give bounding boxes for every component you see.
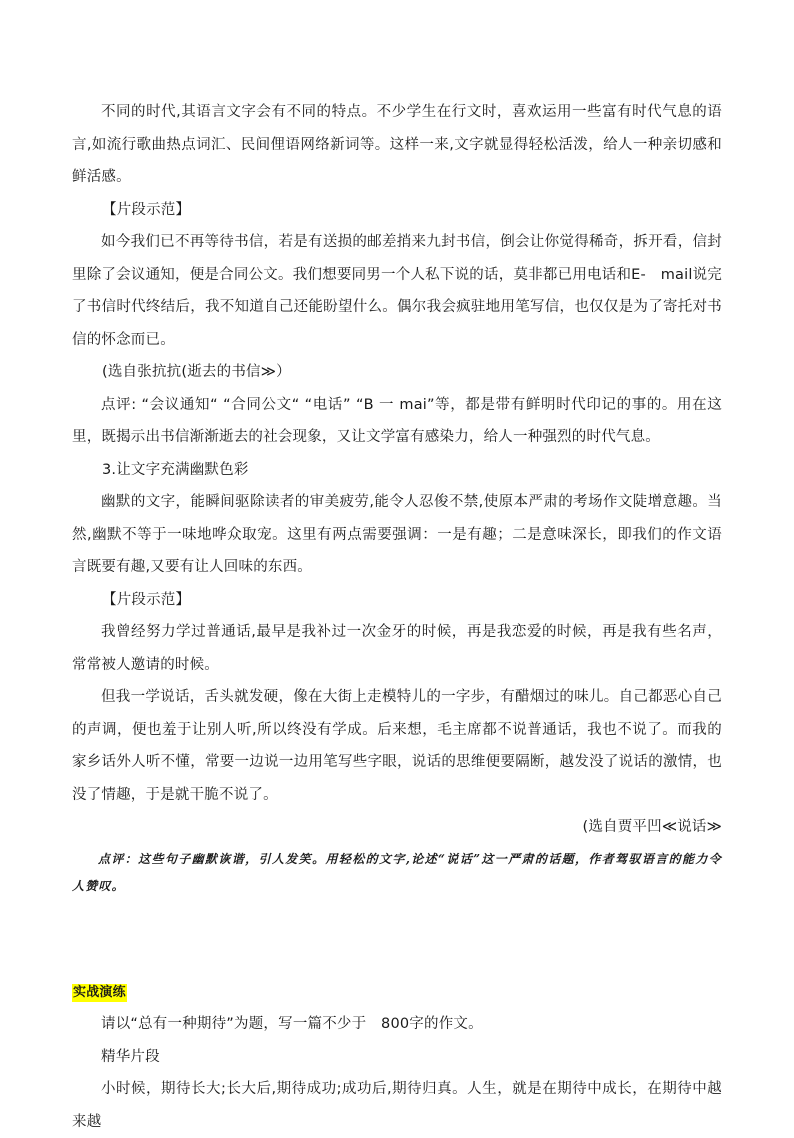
paragraph-mandarin-excerpt-1: 我曾经努力学过普通话,最早是我补过一次金牙的时候，再是我恋爱的时候，再是我有些名声，常常被人邀请的时候。 — [72, 624, 722, 673]
paragraph-expectation-excerpt: 小时候，期待长大;长大后,期待成功;成功后,期待归真。人生，就是在期待中成长，在期待中越来越 — [72, 1081, 722, 1130]
spacer — [72, 900, 722, 976]
practice-highlight-tag: 实战演练 — [73, 984, 126, 1000]
section-heading-humor: 3.让文字充满幽默色彩 — [102, 461, 249, 478]
paragraph-mandarin-excerpt-2: 但我一学说话，舌头就发硬，像在大街上走模特儿的一字步，有醋烟过的味儿。自己都恶心自己的声调，便也羞于让别人听,所以终没有学成。后来想，毛主席都不说普通话，我也不说了。而我的家乡话外人听不懂，常要一边说一边用笔写些字眼，说话的思维便要隔断，越发没了说话的激情，也没了情趣，于是就干脆不说了。 — [72, 689, 722, 803]
section-heading-example-1: 【片段示范】 — [102, 201, 191, 218]
source-note-letters: (选自张抗抗(逝去的书信≫） — [102, 364, 291, 380]
source-note-speaking: (选自贾平凹≪说话≫ — [582, 819, 722, 835]
practice-heading-line — [72, 976, 722, 1009]
paragraph-comment-letters: 点评: “会议通知“ “合同公文“ “电话” “B 一 mai”等，都是带有鲜明时代印记的事的。用在这里，既揭示出书信渐渐逝去的社会现象，又让文学富有感染力，给人一种强烈的时代气息。 — [72, 396, 722, 445]
document-body — [72, 96, 722, 1138]
paragraph-letters-excerpt: 如今我们已不再等待书信，若是有送损的邮差捎来九封书信，倒会让你觉得稀奇，拆开看，信封里除了会议通知，便是合同公文。我们想要同男一个人私下说的话，莫非都已用电话和E- mail说完了书信时代终结后，我不知道自己还能盼望什么。偶尔我会疯驻地用笔写信，也仅仅是为了寄托对书信的怀念而已。 — [72, 234, 722, 348]
section-heading-example-2: 【片段示范】 — [102, 591, 191, 608]
paragraph-comment-speaking: 点评：这些句子幽默诙谐，引人发笑。用轻松的文字,论述“说话”这一严肃的话题，作者驾驭语言的能力令人赞叹。 — [72, 851, 722, 893]
paragraph-writing-prompt: 请以“总有一种期待”为题，写一篇不少于 800字的作文。 — [101, 1016, 483, 1032]
section-heading-essence: 精华片段 — [101, 1048, 160, 1065]
paragraph-era-language: 不同的时代,其语言文字会有不同的特点。不少学生在行文时，喜欢运用一些富有时代气息的语言,如流行歌曲热点词汇、民间俚语网络新词等。这样一来,文字就显得轻松活泼，给人一种亲切感和鲜活感。 — [72, 104, 722, 185]
paragraph-humor-intro: 幽默的文字，能瞬间驱除读者的审美疲劳,能令人忍俊不禁,使原本严肃的考场作文陡增意趣。当然,幽默不等于一味地哗众取宠。这里有两点需要强调：一是有趣；二是意味深长，即我们的作文语言既要有趣,又要有让人回味的东西。 — [72, 494, 722, 575]
